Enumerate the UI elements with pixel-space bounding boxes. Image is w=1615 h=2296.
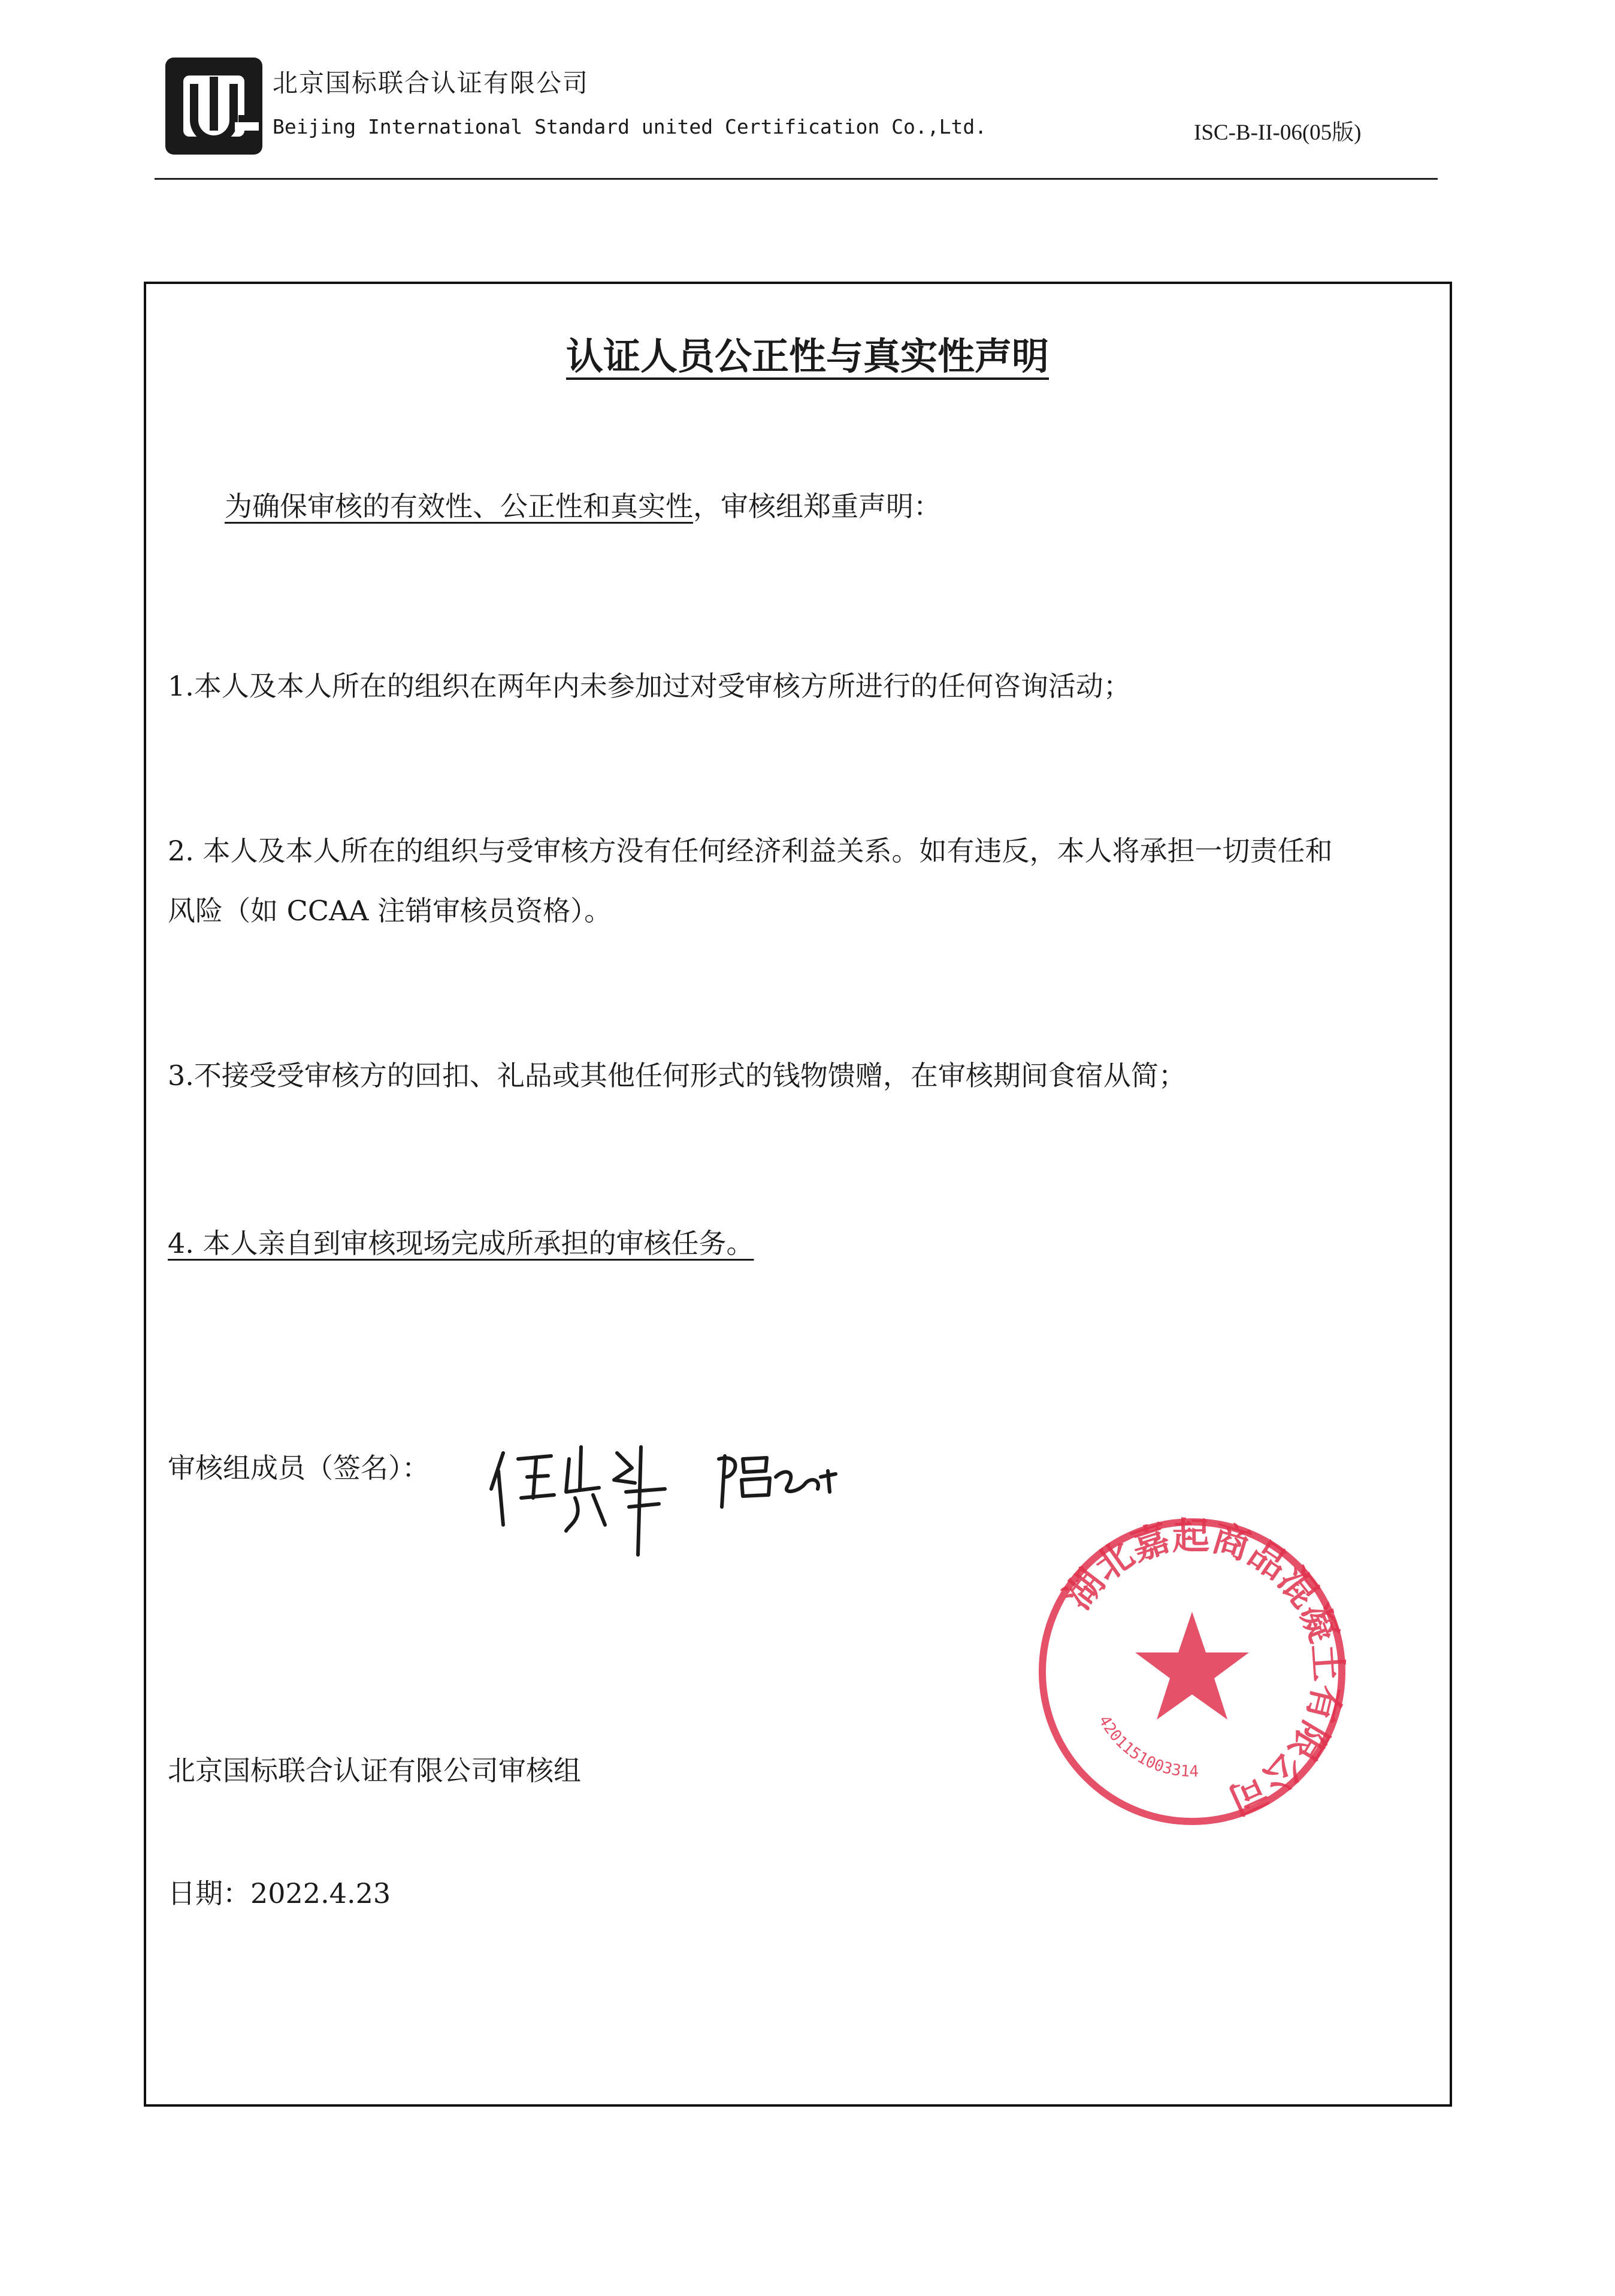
date-label: 日期： — [168, 1877, 250, 1910]
clause-4-text: 4. 本人亲自到审核现场完成所承担的审核任务。 — [168, 1227, 754, 1259]
clause-4 — [168, 1222, 754, 1266]
intro-rest: ，审核组郑重声明： — [693, 490, 941, 522]
company-logo — [163, 55, 265, 157]
intro-paragraph — [225, 485, 941, 529]
clause-3: 3.不接受受审核方的回扣、礼品或其他任何形式的钱物馈赠，在审核期间食宿从简； — [168, 1059, 1186, 1092]
header-divider — [155, 178, 1438, 180]
handwritten-signatures — [485, 1435, 869, 1573]
clause-1: 1.本人及本人所在的组织在两年内未参加过对受审核方所进行的任何咨询活动； — [168, 670, 1131, 702]
signature-label: 审核组成员（签名）： — [168, 1452, 430, 1484]
company-seal-stamp — [1030, 1510, 1354, 1833]
audit-team-label: 北京国标联合认证有限公司审核组 — [168, 1754, 581, 1787]
seal-company-name: 湖北嘉起商品混凝土有限公司 — [1056, 1513, 1351, 1823]
document-code: ISC-B-II-06(05版) — [1194, 120, 1362, 145]
intro-underlined: 为确保审核的有效性、公正性和真实性 — [225, 490, 693, 522]
clause-2-line-1: 2. 本人及本人所在的组织与受审核方没有任何经济利益关系。如有违反，本人将承担一切责任和 — [168, 835, 1333, 867]
clause-2-line-2: 风险（如 CCAA 注销审核员资格）。 — [168, 895, 612, 927]
document-title-text: 认证人员公正性与真实性声明 — [565, 334, 1049, 378]
company-name-cn: 北京国标联合认证有限公司 — [273, 68, 589, 98]
seal-code: 4201151003314 — [1094, 1712, 1199, 1781]
document-title — [0, 327, 1615, 380]
date-line — [168, 1872, 391, 1916]
svg-text:4201151003314 — [1095, 1712, 1199, 1781]
date-value: 2022.4.23 — [250, 1877, 391, 1910]
company-name-en: Beijing International Standard united Certification Co.,Ltd. — [273, 115, 987, 138]
